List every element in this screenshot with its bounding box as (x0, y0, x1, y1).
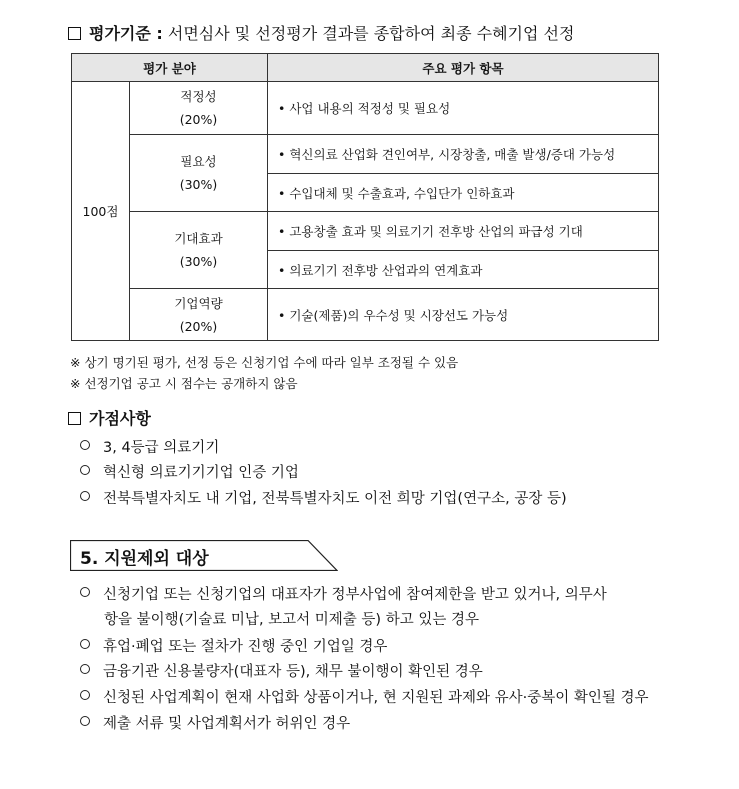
category-cell (130, 212, 268, 289)
category-name: 기업역량 (174, 295, 223, 311)
note-line: ※ 상기 명기된 평가, 선정 등은 신청기업 수에 따라 일부 조정될 수 있음 (70, 355, 459, 370)
circle-bullet-icon (80, 664, 90, 674)
eval-criteria-label: 평가기준 : (89, 24, 163, 43)
bonus-item (80, 487, 567, 508)
exclusion-item (80, 583, 607, 604)
exclusion-item-text: 신청기업 또는 신청기업의 대표자가 정부사업에 참여제한을 받고 있거나, 의무사 (103, 587, 607, 603)
bonus-item-text: 혁신형 의료기기기업 인증 기업 (103, 465, 299, 481)
eval-criteria-text: 서면심사 및 선정평가 결과를 종합하여 최종 수혜기업 선정 (167, 24, 575, 43)
section5-title: 5. 지원제외 대상 (80, 549, 209, 569)
table-row (72, 212, 659, 251)
bonus-item-text: 전북특별자치도 내 기업, 전북특별자치도 이전 희망 기업(연구소, 공장 등) (103, 491, 567, 507)
bonus-title: 가점사항 (89, 409, 151, 428)
exclusion-item (80, 635, 387, 656)
header-main-items: 주요 평가 항목 (268, 54, 659, 82)
category-cell (130, 82, 268, 135)
circle-bullet-icon (80, 465, 90, 475)
table-row (72, 135, 659, 174)
category-name: 적정성 (180, 89, 217, 104)
category-name: 기대효과 (174, 231, 223, 246)
criteria-item: • 수입대체 및 수출효과, 수입단가 인하효과 (268, 174, 659, 212)
bonus-item (80, 461, 299, 482)
circle-bullet-icon (80, 690, 90, 700)
exclusion-item (80, 660, 483, 681)
criteria-item: • 기술(제품)의 우수성 및 시장선도 가능성 (268, 289, 659, 341)
category-cell (130, 289, 268, 341)
checkbox-square-icon (68, 412, 81, 425)
circle-bullet-icon (80, 491, 90, 501)
exclusion-item-text: 제출 서류 및 사업계획서가 허위인 경우 (103, 716, 351, 732)
category-weight: (30%) (179, 177, 218, 192)
table-row (72, 289, 659, 341)
eval-criteria-heading (68, 21, 574, 44)
header-eval-area: 평가 분야 (72, 54, 268, 82)
category-weight: (20%) (179, 318, 218, 334)
criteria-item: • 의료기기 전후방 산업과의 연계효과 (268, 251, 659, 289)
note-line: ※ 선정기업 공고 시 점수는 공개하지 않음 (70, 376, 298, 391)
exclusion-item (80, 686, 649, 707)
exclusion-item-text: 금융기관 신용불량자(대표자 등), 채무 불이행이 확인된 경우 (103, 664, 483, 680)
table-header-row (72, 54, 659, 82)
section5-heading (70, 540, 338, 570)
exclusion-item-text: 신청된 사업계획이 현재 사업화 상품이거나, 현 지원된 과제와 유사·중복이 확인될 경우 (103, 690, 649, 706)
category-weight: (20%) (179, 112, 218, 127)
exclusion-item-text: 휴업·폐업 또는 절차가 진행 중인 기업일 경우 (103, 639, 388, 655)
exclusion-item-continuation: 항을 불이행(기술료 미납, 보고서 미제출 등) 하고 있는 경우 (104, 612, 479, 628)
criteria-item: • 고용창출 효과 및 의료기기 전후방 산업의 파급성 기대 (268, 212, 659, 251)
category-weight: (30%) (179, 254, 218, 269)
circle-bullet-icon (80, 587, 90, 597)
circle-bullet-icon (80, 440, 90, 450)
bonus-heading (68, 406, 151, 429)
criteria-item: • 사업 내용의 적정성 및 필요성 (268, 82, 659, 135)
bonus-item-text: 3, 4등급 의료기기 (103, 440, 220, 456)
circle-bullet-icon (80, 716, 90, 726)
evaluation-table (71, 53, 659, 341)
checkbox-square-icon (68, 27, 81, 40)
total-score-cell: 100점 (72, 82, 130, 341)
bonus-item (80, 436, 219, 457)
criteria-item: • 혁신의료 산업화 견인여부, 시장창출, 매출 발생/증대 가능성 (268, 135, 659, 174)
category-cell (130, 135, 268, 212)
category-name: 필요성 (180, 154, 217, 169)
exclusion-item (80, 712, 350, 733)
circle-bullet-icon (80, 639, 90, 649)
table-row (72, 82, 659, 135)
